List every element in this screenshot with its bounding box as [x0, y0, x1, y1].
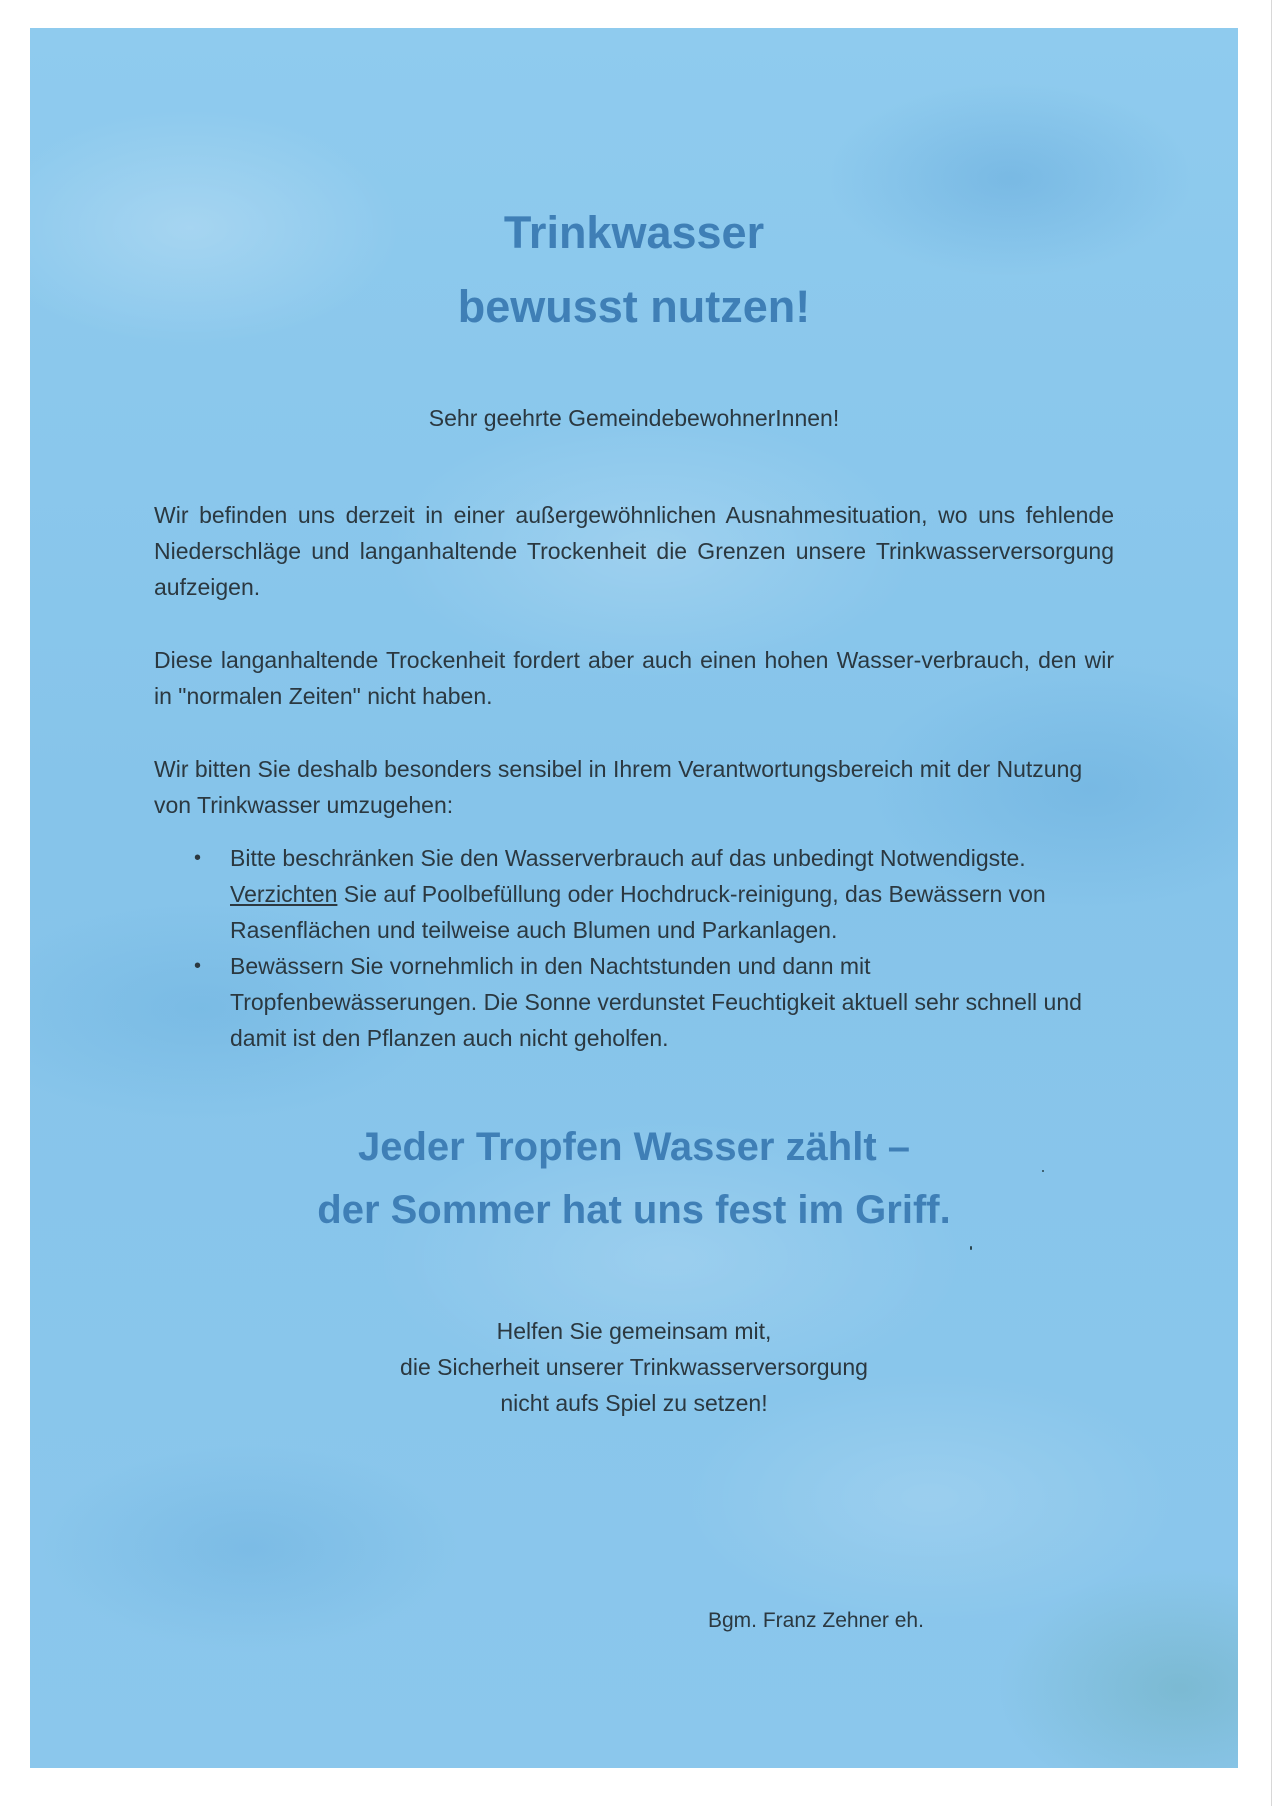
scan-edge-line: [1271, 0, 1272, 1806]
advice-item-night-watering: [154, 948, 1114, 1056]
paragraph-request: Wir bitten Sie deshalb besonders sensibel in Ihrem Verantwortungsbereich mit der Nutzung von Trinkwasser umzugehen:: [154, 756, 1083, 818]
appeal-line-1: Helfen Sie gemeinsam mit,: [496, 1318, 772, 1344]
paragraph-situation: Wir befinden uns derzeit in einer außergewöhnlichen Ausnahmesituation, wo uns fehlende Niederschläge und langanhaltende Trockenheit die Grenzen unsere Trinkwasserversorgung aufzeigen.: [154, 502, 1114, 600]
advice-item-restrict: [154, 840, 1114, 948]
title-line-1: Trinkwasser: [503, 207, 765, 258]
advice-item-text: Bewässern Sie vornehmlich in den Nachtstunden und dann mit Tropfenbewässerungen. Die Sonne verdunstet Feuchtigkeit aktuell sehr schnell und damit ist den Pflanzen auch nicht geholfen.: [230, 953, 1082, 1051]
slogan-line-1: Jeder Tropfen Wasser zählt –: [357, 1125, 911, 1169]
title-line-2: bewusst nutzen!: [457, 281, 811, 332]
signature: Bgm. Franz Zehner eh.: [708, 1609, 924, 1632]
bullet-icon: •: [194, 847, 202, 869]
advice-item-text: Sie auf Poolbefüllung oder Hochdruck-reinigung, das Bewässern von Rasenflächen und teilweise auch Blumen und Parkanlagen.: [230, 881, 1046, 943]
slogan: [30, 1116, 1238, 1242]
scan-speck: [970, 1246, 972, 1250]
scan-speck: [1042, 1170, 1044, 1172]
notice-title: [30, 196, 1238, 344]
advice-list: [154, 840, 1114, 1056]
closing-appeal: [30, 1313, 1238, 1421]
notice-content: [30, 28, 1238, 1768]
advice-item-text: Bitte beschränken Sie den Wasserverbrauch auf das unbedingt Notwendigste.: [230, 845, 1026, 871]
notice-sheet: [30, 28, 1238, 1768]
advice-item-emphasis: Verzichten: [230, 881, 338, 907]
paragraph-consumption: Diese langanhaltende Trockenheit fordert aber auch einen hohen Wasser-verbrauch, den wir in "normalen Zeiten" nicht haben.: [154, 647, 1114, 709]
bullet-icon: •: [194, 955, 202, 977]
slogan-line-2: der Sommer hat uns fest im Griff.: [317, 1188, 951, 1232]
appeal-line-3: nicht aufs Spiel zu setzen!: [500, 1390, 768, 1416]
appeal-line-2: die Sicherheit unserer Trinkwasserversorgung: [400, 1354, 868, 1380]
salutation: Sehr geehrte GemeindebewohnerInnen!: [428, 405, 840, 431]
